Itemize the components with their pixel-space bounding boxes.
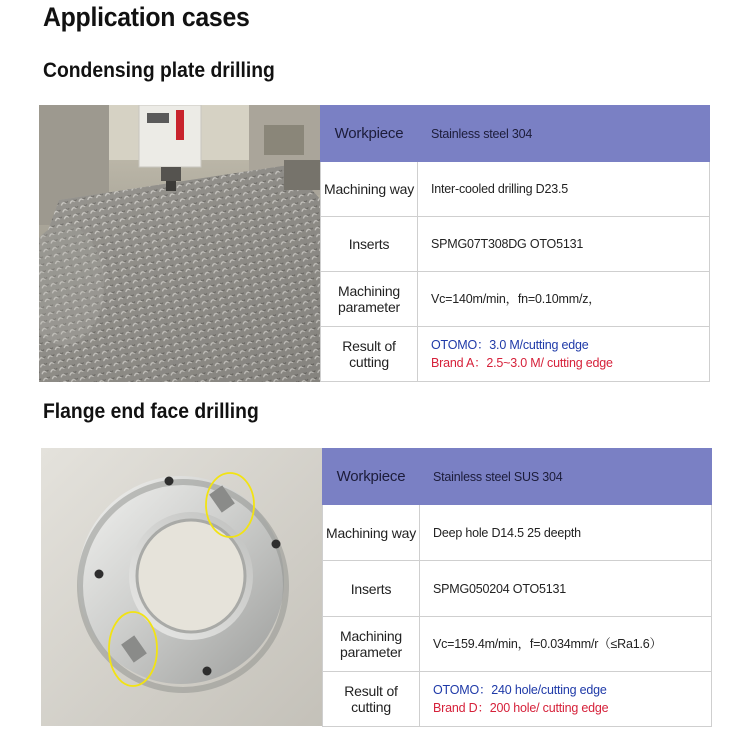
case1-row-machining-way [321, 162, 710, 217]
case1-inserts-label: Inserts [321, 217, 418, 272]
case2-result-otomo: OTOMO：240 hole/cutting edge [433, 683, 607, 697]
case2-row-inserts [323, 561, 712, 617]
case1-result-otomo: OTOMO：3.0 M/cutting edge [431, 338, 589, 352]
case1-machining-way-value: Inter-cooled drilling D23.5 [418, 162, 710, 217]
case2-result-brand: Brand D：200 hole/ cutting edge [433, 701, 609, 715]
case1-workpiece-label: Workpiece [321, 106, 418, 162]
page-title: Application cases [43, 2, 250, 32]
case1-heading: Condensing plate drilling [43, 59, 275, 82]
case2-machining-way-label: Machining way [323, 505, 420, 561]
case1-row-inserts [321, 217, 710, 272]
case2-parameter-value: Vc=159.4m/min，f=0.034mm/r（≤Ra1.6） [420, 617, 712, 672]
case2-parameter-label-line2: parameter [339, 644, 402, 660]
case2-spec-table [322, 448, 712, 727]
case2-inserts-label: Inserts [323, 561, 420, 617]
case1-inserts-value: SPMG07T308DG OTO5131 [418, 217, 710, 272]
case2-row-parameter [323, 617, 712, 672]
case2-result-value [420, 672, 712, 727]
case2-row-workpiece [323, 449, 712, 505]
case2-workpiece-value: Stainless steel SUS 304 [420, 449, 712, 505]
case2-heading: Flange end face drilling [43, 400, 259, 423]
case1-result-label: Result of cutting [321, 327, 418, 382]
case2-parameter-label [323, 617, 420, 672]
case2-row-machining-way [323, 505, 712, 561]
case2-parameter-label-line1: Machining [339, 628, 402, 644]
case1-parameter-label-line1: Machining [337, 283, 400, 299]
condensing-plate-drilling-photo [39, 105, 321, 382]
case2-inserts-value: SPMG050204 OTO5131 [420, 561, 712, 617]
flange-end-face-photo [41, 448, 322, 726]
case2-result-label: Result of cutting [323, 672, 420, 727]
case1-row-workpiece [321, 106, 710, 162]
case2-row-result [323, 672, 712, 727]
case2-workpiece-label: Workpiece [323, 449, 420, 505]
case1-row-result [321, 327, 710, 382]
case2-machining-way-value: Deep hole D14.5 25 deepth [420, 505, 712, 561]
case1-machining-way-label: Machining way [321, 162, 418, 217]
case1-row-parameter [321, 272, 710, 327]
case1-workpiece-value: Stainless steel 304 [418, 106, 710, 162]
case1-spec-table [320, 105, 710, 382]
case1-parameter-label-line2: parameter [337, 299, 400, 315]
case1-result-value [418, 327, 710, 382]
case1-parameter-value: Vc=140m/min，fn=0.10mm/z， [418, 272, 710, 327]
case1-parameter-label [321, 272, 418, 327]
case1-result-brand: Brand A：2.5~3.0 M/ cutting edge [431, 356, 613, 370]
